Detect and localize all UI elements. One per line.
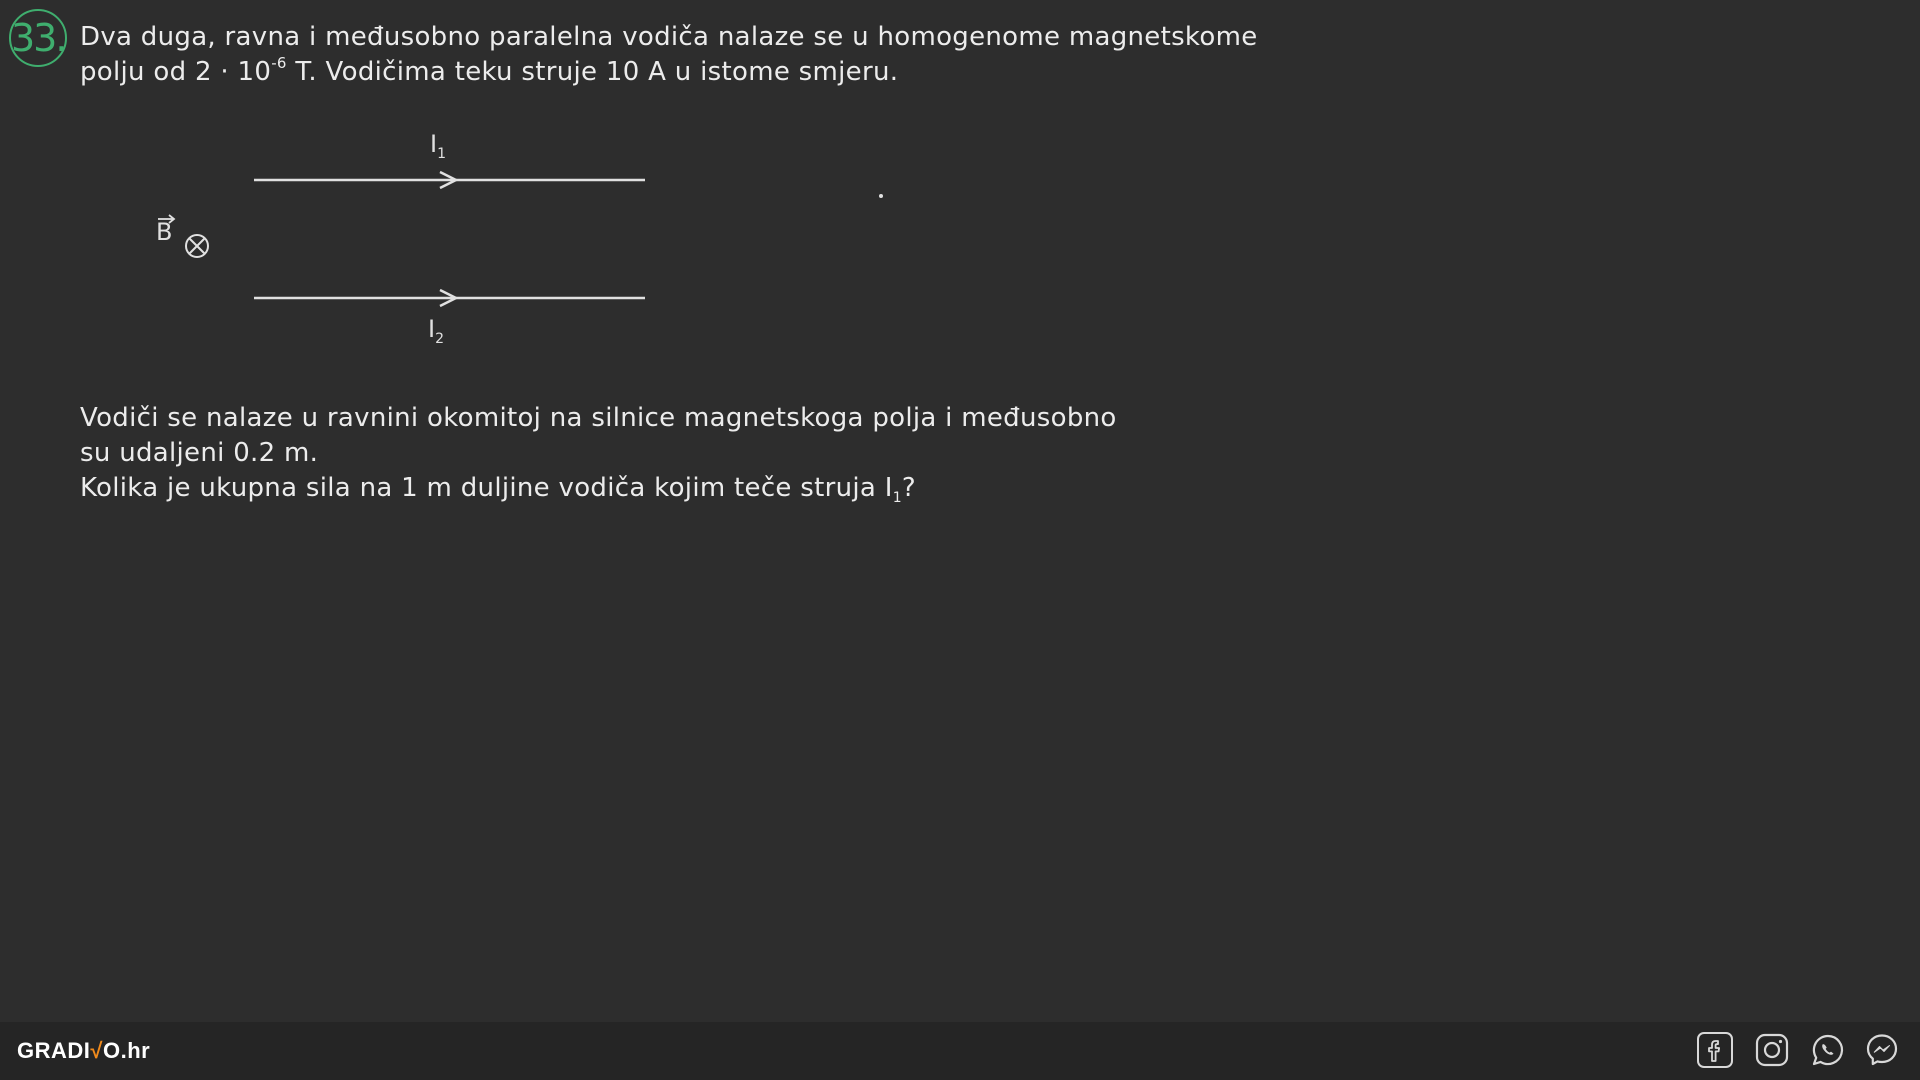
problem-number: 33. [9, 9, 67, 67]
logo-accent: √ [90, 1038, 103, 1063]
instagram-icon[interactable] [1754, 1032, 1790, 1068]
facebook-icon[interactable] [1697, 1032, 1733, 1068]
current-2-symbol: I [428, 315, 436, 343]
question-text: Kolika je ukupna sila na 1 m duljine vodiča kojim teče struja I [80, 473, 893, 503]
messenger-icon[interactable] [1864, 1032, 1900, 1068]
current-1-label [430, 130, 446, 162]
footer-bar [0, 1022, 1920, 1080]
whatsapp-icon[interactable] [1810, 1032, 1846, 1068]
current-2-label [428, 315, 444, 347]
current-1-subscript: 1 [437, 146, 446, 162]
question-line [80, 471, 916, 509]
problem-intro-line1: Dva duga, ravna i međusobno paralelna vodiča nalaze se u homogenome magnetskome [80, 22, 1258, 52]
cursor-dot [879, 194, 883, 198]
intro-exponent: -6 [271, 54, 287, 72]
current-2-subscript: 2 [435, 331, 444, 347]
field-label: B [156, 218, 173, 246]
question-mark: ? [901, 473, 917, 503]
description-line1: Vodiči se nalaze u ravnini okomitoj na silnice magnetskoga polja i međusobno [80, 403, 1117, 433]
gradivo-logo[interactable] [17, 1038, 150, 1064]
intro-line2-part2: T. Vodičima teku struje 10 A u istome smjeru. [286, 57, 899, 87]
logo-text-left: GRADI [17, 1038, 91, 1063]
intro-line2-part1: polju od 2 · 10 [80, 57, 272, 87]
current-1-symbol: I [430, 130, 438, 158]
question-subscript: 1 [892, 490, 902, 506]
logo-text-right: O.hr [102, 1038, 151, 1063]
description-line2: su udaljeni 0.2 m. [80, 438, 319, 468]
